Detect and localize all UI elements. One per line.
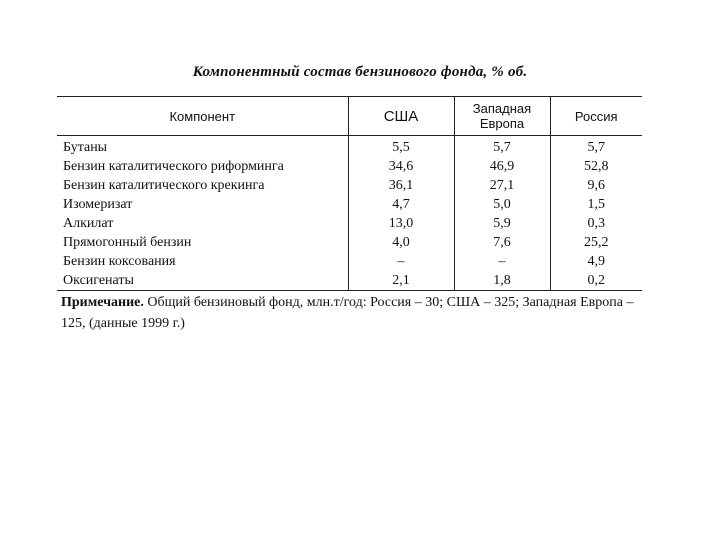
table-row — [57, 214, 642, 233]
cell-western-europe: 46,9 — [454, 157, 550, 176]
cell-russia: 52,8 — [550, 157, 642, 176]
cell-russia: 0,2 — [550, 271, 642, 291]
cell-usa: 13,0 — [348, 214, 454, 233]
cell-western-europe: 5,0 — [454, 195, 550, 214]
cell-component: Бензин коксования — [63, 254, 176, 269]
table-row — [57, 233, 642, 252]
cell-western-europe: – — [454, 252, 550, 271]
table-row — [57, 176, 642, 195]
cell-russia: 5,7 — [550, 136, 642, 158]
cell-russia: 4,9 — [550, 252, 642, 271]
table-row — [57, 157, 642, 176]
cell-component: Прямогонный бензин — [63, 235, 192, 250]
cell-usa: – — [348, 252, 454, 271]
note-label: Примечание. — [61, 295, 144, 310]
header-component: Компонент — [169, 108, 236, 124]
table-row — [57, 271, 642, 291]
cell-russia: 1,5 — [550, 195, 642, 214]
cell-usa: 4,7 — [348, 195, 454, 214]
cell-usa: 34,6 — [348, 157, 454, 176]
cell-component: Бутаны — [63, 140, 108, 155]
cell-component: Бензин каталитического крекинга — [63, 178, 265, 193]
cell-russia: 25,2 — [550, 233, 642, 252]
cell-component: Оксигенаты — [57, 271, 348, 291]
table-title: Компонентный состав бензинового фонда, % об. — [192, 64, 528, 80]
header-row — [57, 97, 642, 136]
table-row — [57, 136, 642, 158]
cell-component: Бензин каталитического риформинга — [63, 159, 284, 174]
cell-usa: 2,1 — [348, 271, 454, 291]
cell-usa: 36,1 — [348, 176, 454, 195]
cell-western-europe: 27,1 — [454, 176, 550, 195]
cell-western-europe: 5,9 — [454, 214, 550, 233]
cell-russia: 9,6 — [550, 176, 642, 195]
composition-table — [57, 96, 642, 291]
table-row — [57, 195, 642, 214]
header-russia: Россия — [550, 97, 642, 136]
cell-western-europe: 5,7 — [454, 136, 550, 158]
header-western-europe: Западная Европа — [454, 97, 550, 136]
cell-usa: 4,0 — [348, 233, 454, 252]
cell-western-europe: 7,6 — [454, 233, 550, 252]
cell-western-europe: 1,8 — [454, 271, 550, 291]
cell-usa: 5,5 — [348, 136, 454, 158]
cell-russia: 0,3 — [550, 214, 642, 233]
header-usa: США — [348, 97, 454, 136]
table-note — [61, 292, 651, 334]
cell-component: Алкилат — [63, 216, 114, 231]
cell-component: Изомеризат — [63, 197, 133, 212]
note-text: Общий бензиновый фонд, млн.т/год: Россия – 30; США – 325; Западная Европа – 125, (данные 1999 г.) — [61, 295, 634, 331]
table-row — [57, 252, 642, 271]
